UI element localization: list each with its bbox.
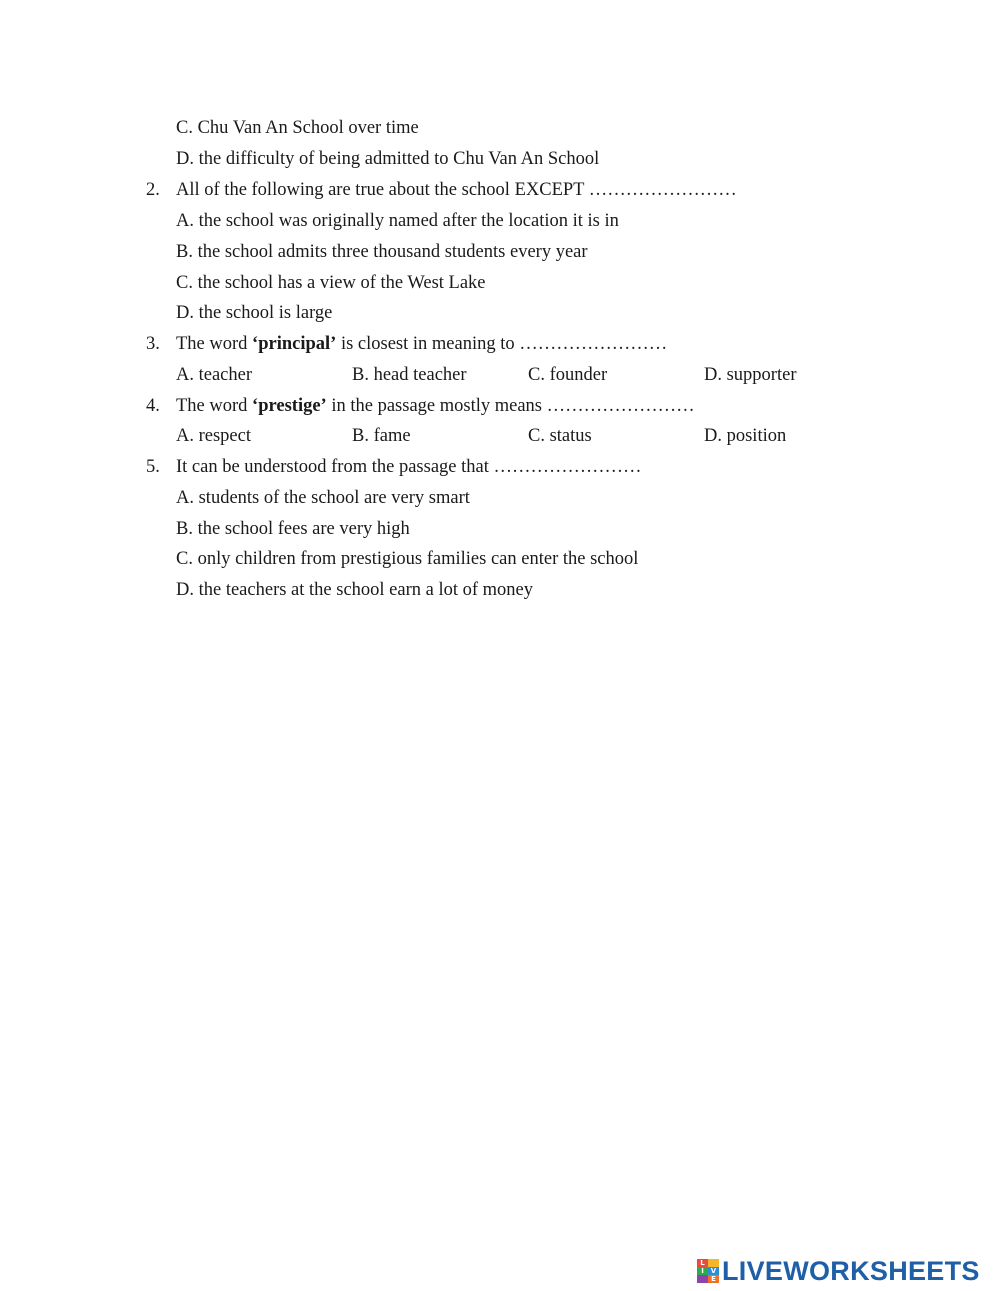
q2-option-a: A. the school was originally named after the location it is in [176, 211, 619, 231]
q1-option-c: C. Chu Van An School over time [176, 118, 419, 138]
q5-option-d: D. the teachers at the school earn a lot of money [176, 580, 534, 600]
q4-option-b: B. fame [352, 426, 411, 446]
q5-number: 5. [146, 457, 160, 477]
q3-option-c: C. founder [528, 365, 608, 385]
q3-option-b: B. head teacher [352, 365, 467, 385]
q4-keyword: ‘prestige’ [252, 396, 327, 416]
q4-text [176, 395, 695, 417]
q4-text-post: in the passage mostly means …………………… [326, 396, 695, 416]
logo-block-v: V [708, 1267, 719, 1275]
q3-text [176, 333, 667, 355]
q2-text: All of the following are true about the school EXCEPT …………………… [176, 180, 737, 200]
q3-text-pre: The word [176, 334, 253, 354]
q5-option-a: A. students of the school are very smart [176, 488, 470, 508]
q5-option-c: C. only children from prestigious families can enter the school [176, 549, 639, 569]
live-blocks-icon [697, 1259, 719, 1283]
q2-number: 2. [146, 180, 160, 200]
q3-number: 3. [146, 334, 160, 354]
q5-text: It can be understood from the passage that …………………… [176, 457, 642, 477]
q4-option-d: D. position [704, 426, 787, 446]
logo-block-i: I [697, 1267, 708, 1275]
q4-option-a: A. respect [176, 426, 251, 446]
q1-option-d: D. the difficulty of being admitted to Chu Van An School [176, 149, 600, 169]
logo-block-blank-2 [697, 1275, 708, 1283]
q3-option-a: A. teacher [176, 365, 253, 385]
q2-option-d: D. the school is large [176, 303, 333, 323]
q3-option-d: D. supporter [704, 365, 797, 385]
logo-wordmark: LIVEWORKSHEETS [722, 1256, 980, 1286]
q4-option-c: C. status [528, 426, 592, 446]
q3-text-post: is closest in meaning to …………………… [336, 334, 668, 354]
q3-keyword: ‘principal’ [252, 334, 337, 354]
q4-text-pre: The word [176, 396, 253, 416]
logo-block-e: E [708, 1275, 719, 1283]
liveworksheets-logo [697, 1257, 980, 1285]
logo-block-l: L [697, 1259, 708, 1267]
q2-option-b: B. the school admits three thousand students every year [176, 242, 588, 262]
logo-block-blank-1 [708, 1259, 719, 1267]
q5-option-b: B. the school fees are very high [176, 519, 410, 539]
q4-number: 4. [146, 396, 160, 416]
q2-option-c: C. the school has a view of the West Lake [176, 273, 486, 293]
